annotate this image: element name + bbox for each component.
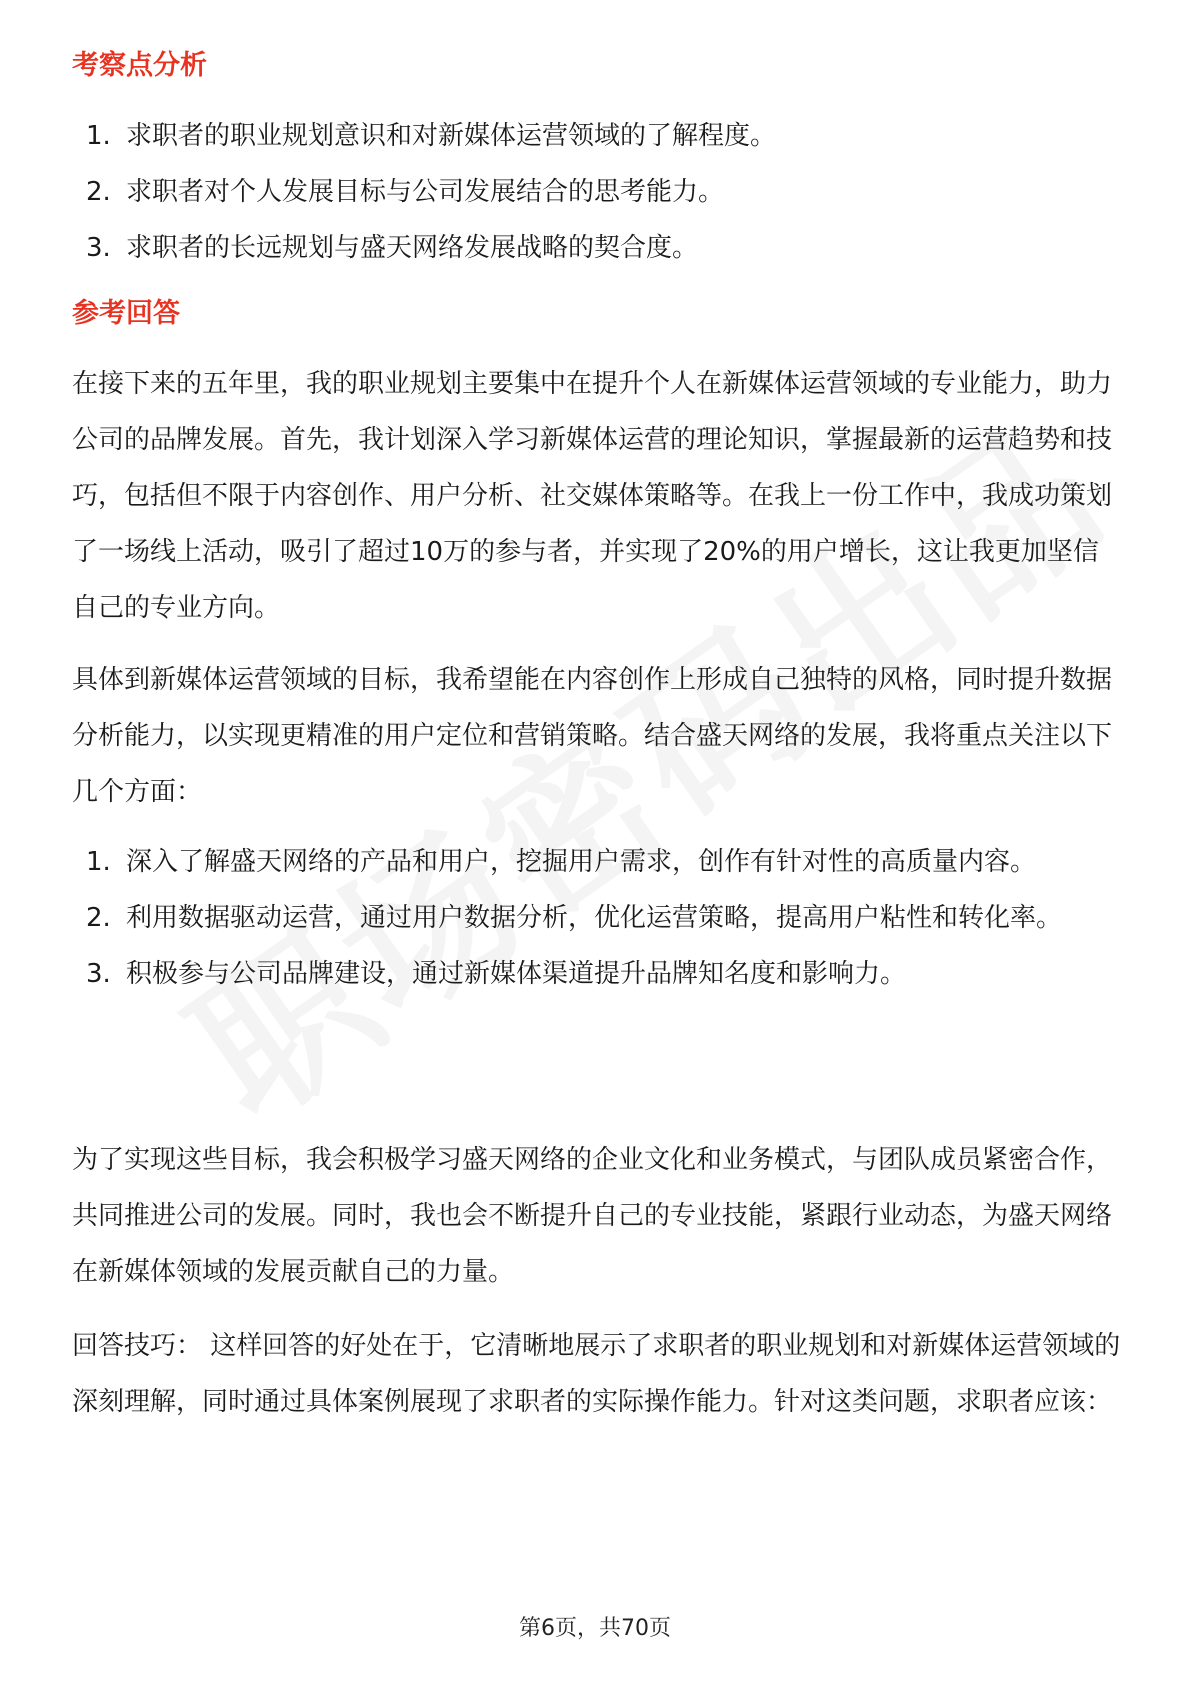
list-item-text: 深入了解盛天网络的产品和用户，挖掘用户需求，创作有针对性的高质量内容。 xyxy=(126,847,1037,877)
list-item xyxy=(72,108,1132,164)
list-item-text: 求职者对个人发展目标与公司发展结合的思考能力。 xyxy=(126,177,725,207)
list-number: 2. xyxy=(86,903,111,933)
section-title-answer: 参考回答 xyxy=(72,298,180,329)
focus-list xyxy=(72,834,1132,1002)
list-number: 1. xyxy=(86,847,111,877)
list-item-text: 求职者的职业规划意识和对新媒体运营领域的了解程度。 xyxy=(126,121,777,151)
list-number: 2. xyxy=(86,177,111,207)
page-number-footer: 第6页，共70页 xyxy=(519,1616,671,1641)
answer-paragraph-2: 具体到新媒体运营领域的目标，我希望能在内容创作上形成自己独特的风格，同时提升数据分析能力，以实现更精准的用户定位和营销策略。结合盛天网络的发展，我将重点关注以下几个方面： xyxy=(72,665,1113,807)
list-item xyxy=(72,834,1132,890)
list-number: 3. xyxy=(86,959,111,989)
answer-paragraph-3: 为了实现这些目标，我会积极学习盛天网络的企业文化和业务模式，与团队成员紧密合作，共同推进公司的发展。同时，我也会不断提升自己的专业技能，紧跟行业动态，为盛天网络在新媒体领域的发展贡献自己的力量。 xyxy=(72,1145,1113,1287)
answer-tips-paragraph: 回答技巧： 这样回答的好处在于，它清晰地展示了求职者的职业规划和对新媒体运营领域的深刻理解，同时通过具体案例展现了求职者的实际操作能力。针对这类问题，求职者应该： xyxy=(72,1331,1121,1417)
list-item-text: 利用数据驱动运营，通过用户数据分析，优化运营策略，提高用户粘性和转化率。 xyxy=(126,903,1063,933)
list-item-text: 求职者的长远规划与盛天网络发展战略的契合度。 xyxy=(126,233,699,263)
list-item xyxy=(72,220,1132,276)
list-item-text: 积极参与公司品牌建设，通过新媒体渠道提升品牌知名度和影响力。 xyxy=(126,959,907,989)
analysis-list xyxy=(72,108,1132,276)
list-number: 3. xyxy=(86,233,111,263)
section-title-analysis: 考察点分析 xyxy=(72,50,207,81)
answer-paragraph-1: 在接下来的五年里，我的职业规划主要集中在提升个人在新媒体运营领域的专业能力，助力公司的品牌发展。首先，我计划深入学习新媒体运营的理论知识，掌握最新的运营趋势和技巧，包括但不限于内容创作、用户分析、社交媒体策略等。在我上一份工作中，我成功策划了一场线上活动，吸引了超过10万的参与者，并实现了20%的用户增长，这让我更加坚信自己的专业方向。 xyxy=(72,369,1113,623)
list-item xyxy=(72,890,1132,946)
list-item xyxy=(72,946,1132,1002)
list-item xyxy=(72,164,1132,220)
list-number: 1. xyxy=(86,121,111,151)
